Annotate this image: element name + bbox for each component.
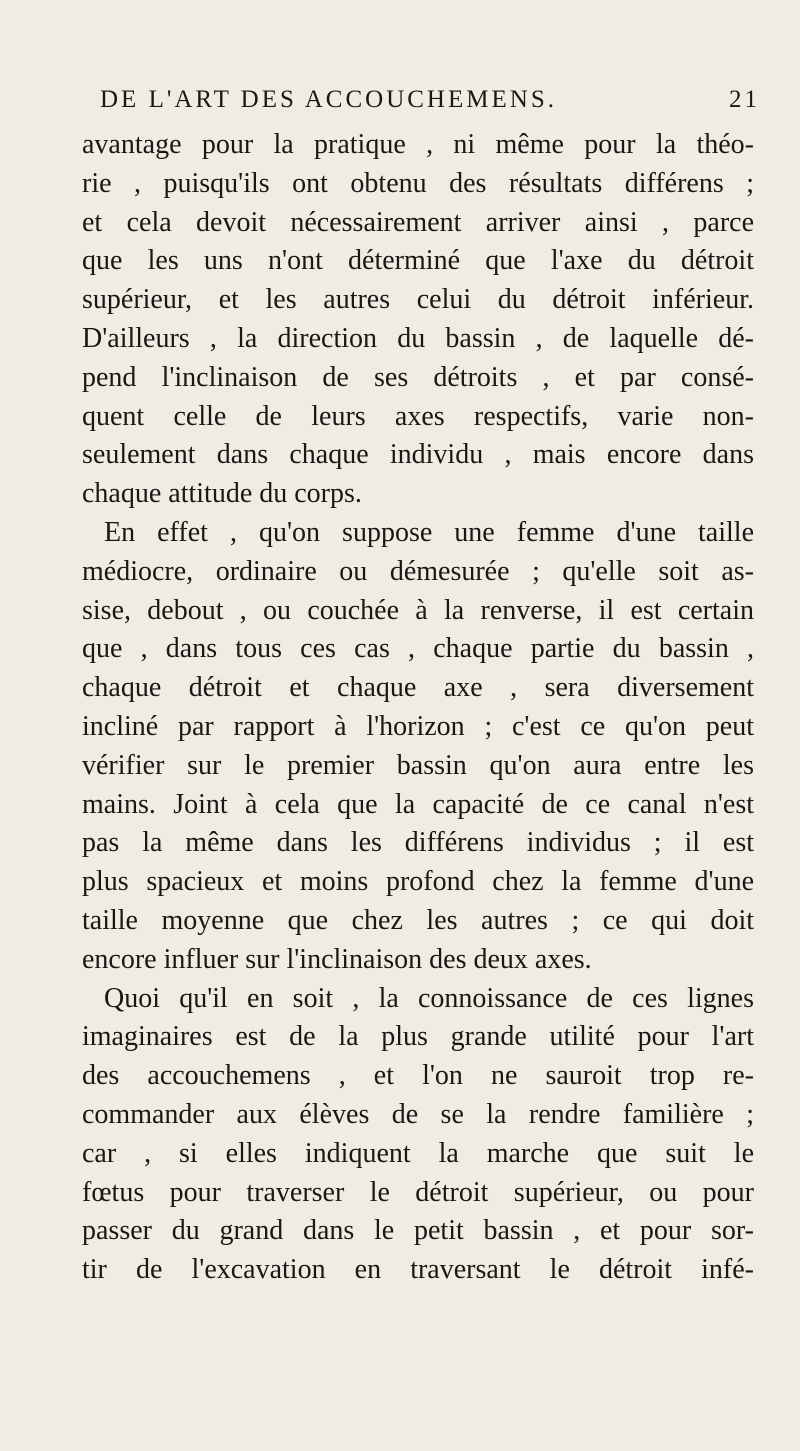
text-line: taille moyenne que chez les autres ; ce qui doit bbox=[82, 904, 754, 936]
text-line: tir de l'excavation en traversant le détroit infé- bbox=[82, 1254, 754, 1286]
text-line: commander aux élèves de se la rendre familière ; bbox=[82, 1098, 754, 1130]
text-line: sise, debout , ou couchée à la renverse, il est certain bbox=[82, 594, 754, 626]
text-line: passer du grand dans le petit bassin , et pour sor- bbox=[82, 1215, 754, 1247]
text-line: supérieur, et les autres celui du détroit inférieur. bbox=[82, 284, 754, 316]
text-line: et cela devoit nécessairement arriver ainsi , parce bbox=[82, 206, 754, 238]
text-line: chaque détroit et chaque axe , sera diversement bbox=[82, 672, 754, 704]
text-line: vérifier sur le premier bassin qu'on aura entre les bbox=[82, 749, 754, 781]
paragraph-end-line: encore influer sur l'inclinaison des deux axes. bbox=[82, 943, 592, 975]
page-number: 21 bbox=[729, 86, 760, 113]
text-line: quent celle de leurs axes respectifs, varie non- bbox=[82, 400, 754, 432]
running-head bbox=[100, 86, 760, 126]
text-line: plus spacieux et moins profond chez la femme d'une bbox=[82, 866, 754, 898]
text-line: avantage pour la pratique , ni même pour la théo- bbox=[82, 129, 754, 160]
text-line: D'ailleurs , la direction du bassin , de laquelle dé- bbox=[82, 322, 754, 354]
body-text bbox=[82, 126, 754, 1290]
text-line: fœtus pour traverser le détroit supérieur, ou pour bbox=[82, 1176, 754, 1208]
text-line: seulement dans chaque individu , mais encore dans bbox=[82, 439, 754, 471]
text-line: pas la même dans les différens individus ; il est bbox=[82, 827, 754, 859]
text-line: rie , puisqu'ils ont obtenu des résultats différens ; bbox=[82, 167, 754, 199]
paragraph-start-line: En effet , qu'on suppose une femme d'une taille bbox=[104, 516, 754, 548]
text-line: médiocre, ordinaire ou démesurée ; qu'elle soit as- bbox=[82, 555, 754, 587]
text-line: car , si elles indiquent la marche que suit le bbox=[82, 1137, 754, 1169]
text-line: des accouchemens , et l'on ne sauroit trop re- bbox=[82, 1060, 754, 1092]
text-line: incliné par rapport à l'horizon ; c'est ce qu'on peut bbox=[82, 710, 754, 742]
paragraph-start-line: Quoi qu'il en soit , la connoissance de ces lignes bbox=[104, 982, 754, 1014]
text-line: que les uns n'ont déterminé que l'axe du détroit bbox=[82, 245, 754, 277]
text-line: mains. Joint à cela que la capacité de ce canal n'est bbox=[82, 788, 754, 820]
paragraph-end-line: chaque attitude du corps. bbox=[82, 478, 362, 510]
text-line: pend l'inclinaison de ses détroits , et par consé- bbox=[82, 361, 754, 393]
text-line: que , dans tous ces cas , chaque partie du bassin , bbox=[82, 633, 754, 665]
running-title: DE L'ART DES ACCOUCHEMENS. bbox=[100, 86, 557, 113]
text-line: imaginaires est de la plus grande utilité pour l'art bbox=[82, 1021, 754, 1053]
